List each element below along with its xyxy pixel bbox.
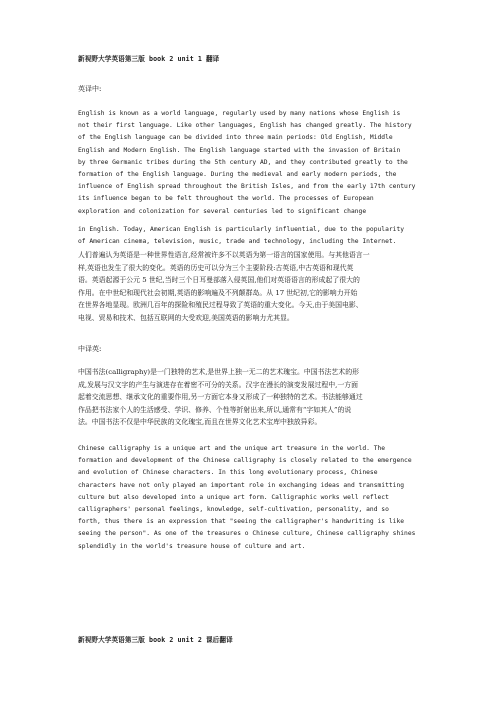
- text-line: of the English language can be divided into three main periods: Old English, Middle: [78, 134, 393, 142]
- text-line: 语。英语起源于公元 5 世纪,当时三个日耳曼部落入侵英国,他们对英语语言的形成起了很大的: [78, 276, 360, 285]
- text-line: English and Modern English. The English language started with the invasion of Britain: [78, 146, 401, 154]
- text-line: in English. Today, American English is particularly influential, due to the popularity: [78, 226, 405, 233]
- text-line: 作用。在中世纪和现代社会初期,英语的影响遍及不列颠群岛。从 17 世纪初,它的影响力开始: [78, 288, 358, 297]
- text-line: 法。中国书法不仅是中华民族的文化瑰宝,而且在世界文化艺术宝库中独放异彩。: [78, 418, 322, 427]
- text-line: 成,发展与汉文字的产生与演进存在着密不可分的关系。汉字在漫长的演变发展过程中,一方面: [78, 380, 359, 389]
- text-line: by three Germanic tribes during the 5th century AD, and they contributed greatly to the: [78, 158, 408, 166]
- text-line: 中国书法(calligraphy)是一门独特的艺术,是世界上独一无二的艺术瑰宝。中国书法艺术的形: [78, 368, 359, 376]
- text-line: 电视、贸易和技术、包括互联网的大受欢迎,美国英语的影响力尤其显。: [78, 313, 294, 322]
- section-label-en-to-zh: 英译中:: [78, 85, 102, 93]
- chinese-source-paragraph: [78, 366, 476, 429]
- text-line: formation of the English language. During the medieval and early modern periods, the: [78, 171, 397, 179]
- text-line: 作品把书法家个人的生活感受、学识、修养、个性等折射出来,所以,通常有“字如其人”的说: [78, 405, 352, 414]
- text-line: Chinese calligraphy is a unique art and the unique art treasure in the world. The: [78, 445, 386, 452]
- text-line: of American cinema, television, music, trade and technology, including the Internet.: [78, 238, 397, 246]
- chinese-translation-1: [78, 249, 476, 325]
- english-paragraph-2: [78, 224, 476, 248]
- text-line: 在世界各地显现。欧洲几百年的探险和殖民过程导致了英语的重大变化。今天,由于美国电影、: [78, 301, 363, 310]
- text-line: 样,英语也发生了很大的变化。英语的历史可以分为三个主要阶段:古英语,中古英语和现代英: [78, 263, 354, 272]
- english-paragraph-1: [78, 108, 476, 218]
- english-translation-paragraph: [78, 443, 476, 553]
- text-line: 起着交流思想、继承文化的重要作用,另一方面它本身又形成了一种独特的艺术。书法能够通过: [78, 393, 363, 402]
- text-line: 人们普遍认为英语是一种世界性语言,经常被许多不以英语为第一语言的国家使用。与其他语言一: [78, 251, 370, 259]
- text-line: formation and development of the Chinese calligraphy is closely related to the emergence: [78, 457, 412, 465]
- section-label-zh-to-en: 中译英:: [78, 345, 102, 353]
- text-line: calligraphers' personal feelings, knowledge, self-cultivation, personality, and so: [78, 506, 389, 514]
- text-line: English is known as a world language, regularly used by many nations whose English is: [78, 110, 401, 117]
- text-line: seeing the person". As one of the treasures o Chinese culture, Chinese calligraphy shines: [78, 530, 416, 538]
- text-line: characters have not only played an important role in exchanging ideas and transmitting: [78, 481, 405, 489]
- text-line: splendidly in the world's treasure house of culture and art.: [78, 542, 306, 550]
- text-line: influence of English spread throughout the British Isles, and from the early 17th century: [78, 183, 416, 191]
- text-line: culture but also developed into a unique art form. Calligraphic works well reflect: [78, 493, 389, 501]
- text-line: and evolution of Chinese characters. In this long evolutionary process, Chinese: [78, 469, 378, 477]
- text-line: exploration and colonization for several centuries led to significant change: [78, 207, 367, 215]
- text-line: not their first language. Like other languages, English has changed greatly. The history: [78, 122, 412, 130]
- text-line: forth, thus there is an expression that "seeing the calligrapher's handwriting is like: [78, 518, 405, 526]
- document-title: 新视野大学英语第三版 book 2 unit 1 翻译: [78, 55, 220, 63]
- next-section-title: 新视野大学英语第三版 book 2 unit 2 课后翻译: [78, 636, 233, 644]
- text-line: its influence began to be felt throughout the world. The processes of European: [78, 195, 374, 203]
